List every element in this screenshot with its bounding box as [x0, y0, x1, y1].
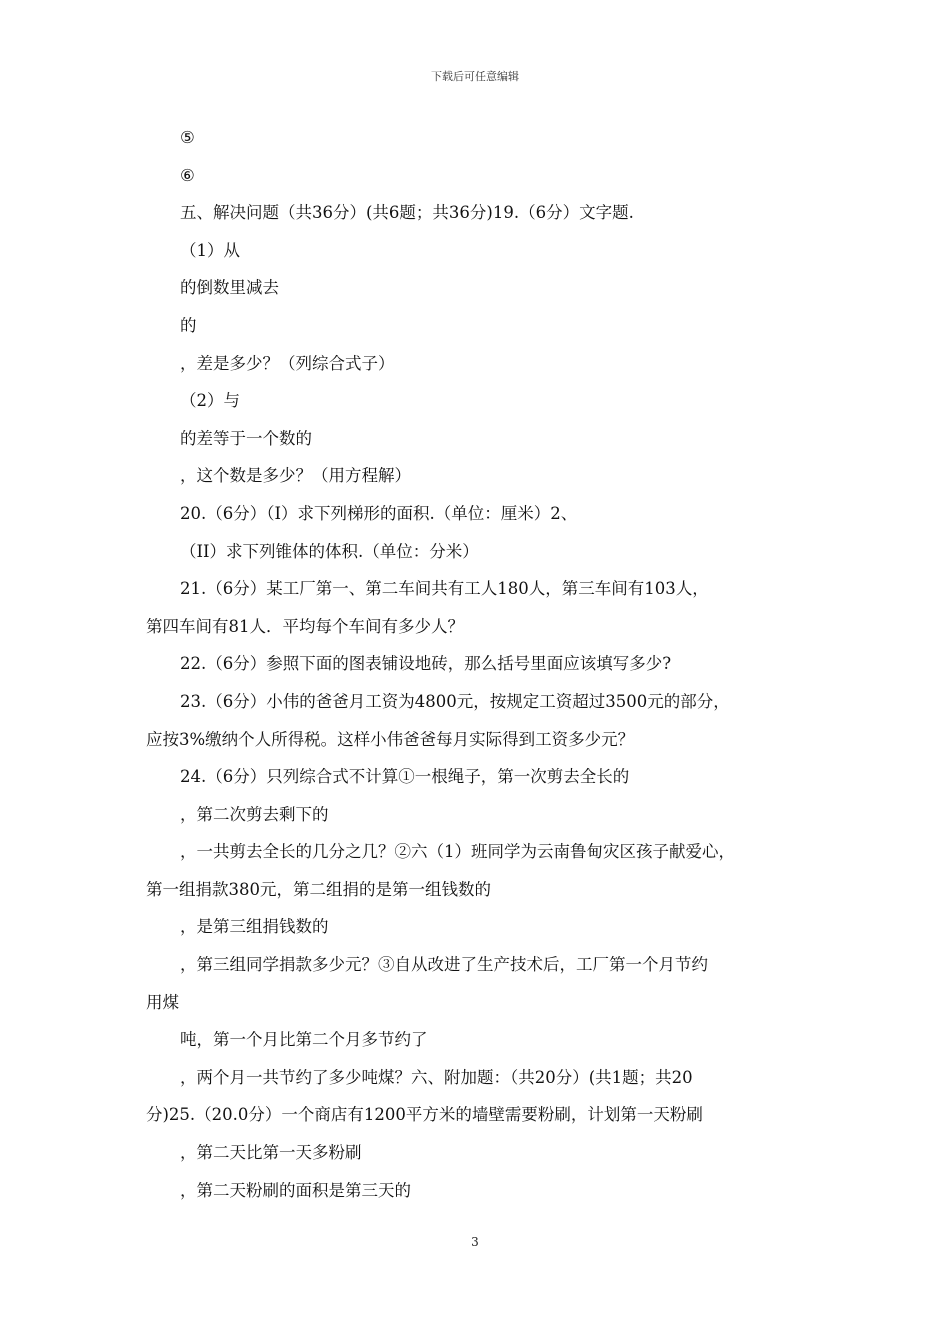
section-heading: 五、解决问题（共36分）(共6题；共36分)19.（6分）文字题.	[180, 203, 634, 223]
text-line: ⑤	[180, 128, 195, 147]
question-24: 24.（6分）只列综合式不计算①一根绳子，第一次剪去全长的	[180, 767, 630, 787]
text-line: ，一共剪去全长的几分之几？②六（1）班同学为云南鲁甸灾区孩子献爱心，	[180, 842, 735, 862]
text-line: 的倒数里减去	[180, 278, 279, 298]
text-line: 应按3%缴纳个人所得税。这样小伟爸爸每月实际得到工资多少元？	[146, 729, 635, 749]
text-line: （1）从	[180, 240, 240, 260]
text-line: ，差是多少？（列综合式子）	[180, 353, 395, 373]
page-number: 3	[471, 1235, 479, 1249]
text-line: ⑥	[180, 165, 195, 185]
text-line: ，是第三组捐钱数的	[180, 917, 329, 937]
text-line: 用煤	[146, 992, 179, 1012]
text-line: ，第二次剪去剩下的	[180, 804, 329, 824]
document-body	[146, 126, 816, 1216]
text-line: 第一组捐款380元，第二组捐的是第一组钱数的	[146, 879, 491, 899]
text-line: ，两个月一共节约了多少吨煤？六、附加题：（共20分）(共1题；共20	[180, 1067, 693, 1087]
text-line: 第四车间有81人．平均每个车间有多少人？	[146, 616, 464, 636]
text-line: 的	[180, 315, 197, 335]
text-line: ，这个数是多少？（用方程解）	[180, 466, 411, 486]
question-21: 21.（6分）某工厂第一、第二车间共有工人180人，第三车间有103人，	[180, 579, 709, 599]
question-23: 23.（6分）小伟的爸爸月工资为4800元，按规定工资超过3500元的部分，	[180, 691, 730, 711]
text-line: ，第三组同学捐款多少元？③自从改进了生产技术后，工厂第一个月节约	[180, 955, 708, 975]
page-header: 下载后可任意编辑	[431, 70, 519, 83]
text-line: 吨，第一个月比第二个月多节约了	[180, 1030, 428, 1050]
question-20: 20.（6分）（I）求下列梯形的面积.（单位：厘米）2、	[180, 503, 578, 523]
text-line: （II）求下列锥体的体积.（单位：分米）	[180, 541, 479, 561]
question-25: 分)25.（20.0分）一个商店有1200平方米的墙壁需要粉刷，计划第一天粉刷	[146, 1105, 703, 1125]
text-line: 的差等于一个数的	[180, 428, 312, 448]
text-line: ，第二天比第一天多粉刷	[180, 1143, 362, 1163]
text-line: ，第二天粉刷的面积是第三天的	[180, 1180, 411, 1200]
question-22: 22.（6分）参照下面的图表铺设地砖，那么括号里面应该填写多少?	[180, 654, 672, 674]
text-line: （2）与	[180, 391, 240, 411]
